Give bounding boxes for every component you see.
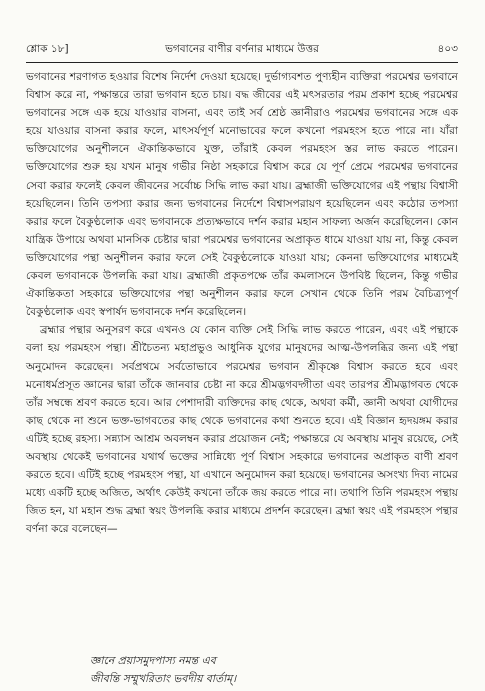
paragraph-2: ব্রহ্মার পন্থার অনুসরণ করে এখনও যে কোন ব্যক্তি সেই সিদ্ধি লাভ করতে পারেন, এবং এই পন্থাকে বলা হয় পরমহংস পন্থা। শ্রীচৈতন্য মহাপ্রভুও আধুনিক যুগের মানুষদের আত্ম-উপলব্ধির জন্য এই পন্থা অনুমোদন করেছেন। সর্বপ্রথমে সর্বতোভাবে পরমেশ্বর ভগবান শ্রীকৃষ্ণে বিশ্বাস করতে হবে এবং মনোধর্মপ্রসূত জ্ঞানের দ্বারা তাঁকে জানবার চেষ্টা না করে শ্রীমদ্ভগবদ্গীতা এবং তারপর শ্রীমদ্ভাগবত থেকে তাঁর সম্বন্ধে শ্রবণ করতে হবে। আর পেশাদারী ব্যক্তিদের কাছ থেকে, অথবা কর্মী, জ্ঞানী অথবা যোগীদের কাছ থেকে না শুনে ভক্ত-ভাগবতের কাছ থেকে ভগবানের কথা শুনতে হবে। এই বিজ্ঞান হৃদয়ঙ্গম করার এটিই হচ্ছে রহস্য। সন্ন্যাস আশ্রম অবলম্বন করার প্রয়োজন নেই; পক্ষান্তরে যে অবস্থায় মানুষ রয়েছে, সেই অবস্থায় থেকেই ভগবানের যথার্থ ভক্তের সান্নিধ্যে পূর্ণ বিশ্বাস সহকারে ভগবানের অপ্রাকৃত বাণী শ্রবণ করতে হবে। এটিই হচ্ছে পরমহংস পন্থা, যা এখানে অনুমোদন করা হয়েছে। ভগবানের অসংখ্য দিব্য নামের মধ্যে একটি হচ্ছে অজিত, অর্থাৎ কেউই কখনো তাঁকে জয় করতে পারে না। তথাপি তিনি পরমহংস পন্থায় জিত হন, যা মহান শুদ্ধ ব্রহ্মা স্বয়ং উপলব্ধি করার মাধ্যমে প্রদর্শন করেছেন। ব্রহ্মা স্বয়ং এই পরমহংস পন্থার বর্ণনা করে বলেছেন— <box>26 324 458 536</box>
paragraph-1: ভগবানের শরণাগত হওয়ার বিশেষ নির্দেশ দেওয়া হয়েছে। দুর্ভাগ্যবশত পুণ্যহীন ব্যক্তিরা পরমেশ্বর ভগবানে বিশ্বাস করে না, পক্ষান্তরে তারা ভগবান হতে চায়। বদ্ধ জীবের এই মৎসরতার পরম প্রকাশ হচ্ছে পরমেশ্বর ভগবানের সঙ্গে এক হয়ে যাওয়ার বাসনা, এবং তাই সর্ব শ্রেষ্ঠ জ্ঞানীরাও পরমেশ্বর ভগবানের সঙ্গে এক হয়ে যাওয়ার বাসনা করার ফলে, মাৎসর্যপূর্ণ মনোভাবের ফলে কখনো পরমহংস হতে পারে না। যাঁরা ভক্তিযোগের অনুশীলনে ঐকান্তিকভাবে যুক্ত, তাঁরাই কেবল পরমহংস স্তর লাভ করতে পারেন। ভক্তিযোগের শুরু হয় যখন মানুষ গভীর নিষ্ঠা সহকারে বিশ্বাস করে যে পূর্ণ প্রেমে পরমেশ্বর ভগবানের সেবা করার ফলেই কেবল জীবনের সর্বোচ্চ সিদ্ধি লাভ করা যায়। ব্রহ্মাজী ভক্তিযোগের এই পন্থায় বিশ্বাসী হয়েছিলেন। তিনি তপস্যা করার জন্য ভগবানের নির্দেশে বিশ্বাসপরায়ণ হয়েছিলেন এবং কঠোর তপস্যা করার ফলে বৈকুণ্ঠলোক এবং ভগবানকে প্রত্যক্ষভাবে দর্শন করার মহান সাফল্য অর্জন করেছিলেন। কোন যান্ত্রিক উপায়ে অথবা মানসিক চেষ্টার দ্বারা পরমেশ্বর ভগবানের অপ্রাকৃত ধামে যাওয়া যায় না, কিন্তু কেবল ভক্তিযোগের পন্থা অনুশীলন করার ফলে সেই বৈকুণ্ঠলোকে যাওয়া যায়; কেননা ভক্তিযোগের মাধ্যমেই কেবল ভগবানকে উপলব্ধি করা যায়। ব্রহ্মাজী প্রকৃতপক্ষে তাঁর কমলাসনে উপবিষ্ট ছিলেন, কিন্তু গভীর ঐকান্তিকতা সহকারে ভক্তিযোগের পন্থা অনুশীলন করার ফলে সেখান থেকে তিনি পরম বৈচিত্র্যপূর্ণ বৈকুণ্ঠলোক এবং স্বপার্ষদ ভগবানকে দর্শন করেছিলেন। <box>26 71 458 319</box>
page-header <box>26 40 458 58</box>
verse-line-2: জীবন্তি সম্মুখরিতাং ভবদীয় বার্তাম্। <box>90 672 237 685</box>
verse-line-1: জ্ঞানে প্রয়াসমুদপাস্য নমন্ত এব <box>90 654 216 667</box>
header-divider <box>26 62 458 63</box>
purport-body <box>26 68 458 538</box>
quoted-verse <box>90 652 430 688</box>
page-number: ৪০৩ <box>437 43 458 55</box>
running-title: ভগবানের বাণীর বর্ণনার মাধ্যমে উত্তর <box>165 43 319 55</box>
verse-reference: শ্লোক ১৮] <box>26 43 69 55</box>
